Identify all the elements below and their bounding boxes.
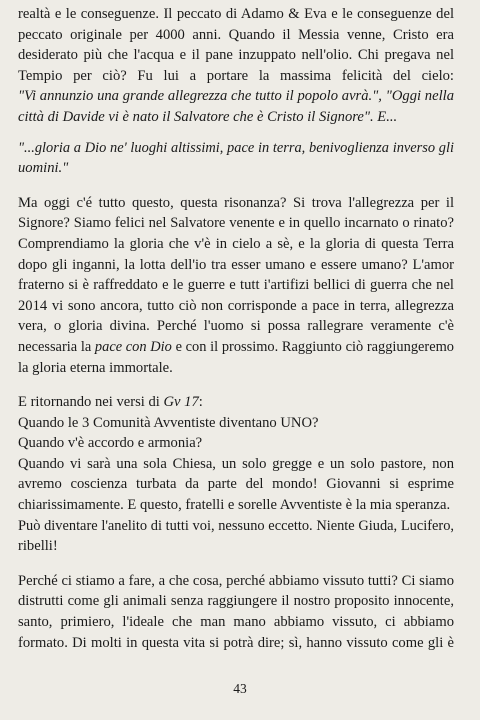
text-line: desiderato più che l'acqua e il pane inzuppato nell'olio. Chi pregava nel [18,47,454,64]
page-number: 43 [233,681,247,696]
text-line: chiarissimamente. E questo, fratelli e sorelle Avventiste è la mia speranza. [18,497,451,514]
text-run: E ritornando nei versi di [18,394,164,411]
text-line: vera, o gloria divina. Perché l'uomo si possa rallegrare veramente c'è [18,318,454,335]
text-line: avremo coscienza turbata da parte del mondo! Giovanni si esprime [18,476,454,493]
text-line: Tempio per ciò? Fu lui a portare la massima felicità del cielo: [18,67,454,84]
text-line: dopo gli inganni, la lotta dell'io tra esser umano e essere umano? L'amor [18,256,454,273]
text-line: santo, primiero, l'ideale che man mano abbiamo vissuto, ci abbiamo [18,614,454,631]
text-line: ribelli! [18,538,58,555]
text-run: : [198,394,203,411]
italic-run: pace con Dio [94,338,172,355]
text-line: Signore? Siamo felici nel Salvatore venente e in quello incarnato o rinato? [18,215,454,232]
text-line: realtà e le conseguenze. Il peccato di Adamo & Eva e le conseguenze del [18,6,454,22]
quote-line: città di Davide vi è nato il Salvatore che è Cristo il Signore". E... [18,108,398,125]
text-line [18,392,454,413]
paragraph-5 [18,571,454,653]
text-line: 2014 vi sono ancora, tutto ciò non corrisponde a pace in terra, allegrezza [18,297,454,314]
paragraph-1 [18,4,454,128]
paragraph-4 [18,392,454,557]
text-run: e con il prossimo. Raggiunto ciò raggiungeremo [171,338,454,355]
text-line: Quando le 3 Comunità Avventiste diventano UNO? [18,414,319,431]
text-line: formato. Di molti in questa vita si potrà dire; sì, hanno vissuto come gli è [18,634,454,651]
quote-line: "Vi annunzio una grande allegrezza che tutto il popolo avrà.", "Oggi nella [18,88,454,105]
text-line: Può diventare l'anelito di tutti voi, nessuno eccetto. Niente Giuda, Lucifero, [18,517,454,534]
paragraph-3 [18,193,454,378]
verse-reference: Gv 17 [163,394,199,411]
paragraph-quote [18,138,454,179]
quote-line: uomini." [18,160,69,177]
text-line: Perché ci stiamo a fare, a che cosa, perché abbiamo vissuto tutti? Ci siamo [18,572,454,589]
text-line: distrutti come gli animali senza raggiungere il nostro proposito innocente, [18,593,454,610]
text-line: Comprendiamo la gloria che v'è in cielo a sè, e la gloria di questa Terra [18,235,454,252]
text-line: Ma oggi c'é tutto questo, questa risonanza? Si trova l'allegrezza per il [18,194,454,211]
text-line: la gloria eterna immortale. [18,359,173,376]
text-line [18,337,454,358]
text-line: fraterno si è raffreddato e le guerre e tutt i'artifizi bellici di guerra che nel [18,277,454,294]
quote-line: "...gloria a Dio ne' luoghi altissimi, pace in terra, benivoglienza inverso gli [18,139,454,156]
text-line: peccato originale per 4000 anni. Quando il Messia venne, Cristo era [18,26,454,43]
text-line: Quando vi sarà una sola Chiesa, un solo gregge e un solo pastore, non [18,455,454,472]
text-run: necessaria la [18,338,95,355]
text-line: Quando v'è accordo e armonia? [18,435,203,452]
